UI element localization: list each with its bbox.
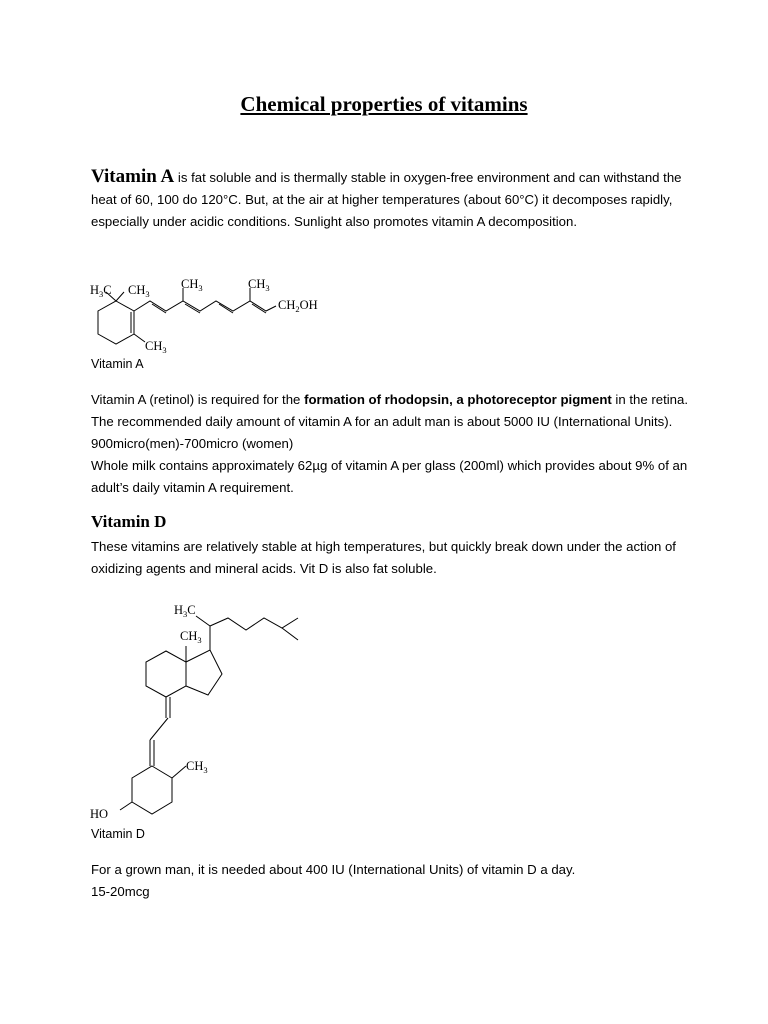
label-ch3-branch-2: $CH_3$ — [248, 277, 270, 293]
label-ch3-branch-1: $CH_3$ — [181, 277, 203, 293]
retinol-text-end: in the retina. The recommended daily amount of vitamin A for an adult man is about 5000 IU (International Units). 900micro(men)-700micro (women) — [91, 392, 689, 451]
label-ch2oh: $CH_2OH$ — [278, 298, 318, 314]
vitamin-a-retinol-paragraph — [91, 389, 691, 455]
vitamin-d-ring-five — [186, 650, 222, 695]
vitamin-a-heading: Vitamin A — [91, 166, 175, 187]
vitamin-a-caption: Vitamin A — [91, 357, 144, 371]
label-ch3-ring-a: $CH_3$ — [186, 759, 208, 775]
retinol-text: Vitamin A (retinol) is required for the — [91, 392, 305, 407]
vitamin-a-structure — [88, 276, 338, 354]
label-h3c-d: $H_3C$ — [174, 603, 196, 619]
vitamin-d-side-chain — [210, 618, 298, 650]
vitamin-d-ring-a — [132, 766, 172, 814]
vitamin-d-stability-paragraph: These vitamins are relatively stable at high temperatures, but quickly break down under the action of oxidizing agents and mineral acids. Vit D is also fat soluble. — [91, 539, 676, 576]
vitamin-d-heading: Vitamin D — [91, 512, 167, 531]
label-ch3-ring: $CH_3$ — [145, 339, 167, 354]
label-ch3-gem: $CH_3$ — [128, 283, 150, 299]
label-ch3-angular: $CH_3$ — [180, 629, 202, 645]
vitamin-d-caption: Vitamin D — [91, 827, 145, 841]
vitamin-a-intro-paragraph — [91, 166, 691, 233]
vitamin-d-amount: 15-20mcg — [91, 884, 150, 899]
vitamin-a-intro-text: is fat soluble and is thermally stable in oxygen-free environment and can withstand the heat of 60, 100 do 120°C. But, at the air at higher temperatures (about 60°C) it decomposes rapidly, especially under acidic conditions. Sunlight also promotes vitamin A decomposition. — [91, 170, 682, 229]
vitamin-a-ring — [98, 301, 134, 344]
vitamin-d-ring-cd-six — [146, 651, 186, 697]
rhodopsin-emphasis: formation of rhodopsin, a photoreceptor pigment — [304, 392, 612, 407]
label-ho: HO — [90, 807, 109, 821]
vitamin-d-daily-paragraph: For a grown man, it is needed about 400 IU (International Units) of vitamin D a day. — [91, 862, 576, 877]
vitamin-d-structure — [88, 596, 328, 824]
vitamin-a-milk-paragraph: Whole milk contains approximately 62µg of vitamin A per glass (200ml) which provides about 9% of an adult’s daily vitamin A requirement. — [91, 458, 688, 495]
page-title: Chemical properties of vitamins — [240, 92, 528, 116]
label-h3c: $H_3C$ — [90, 283, 112, 299]
